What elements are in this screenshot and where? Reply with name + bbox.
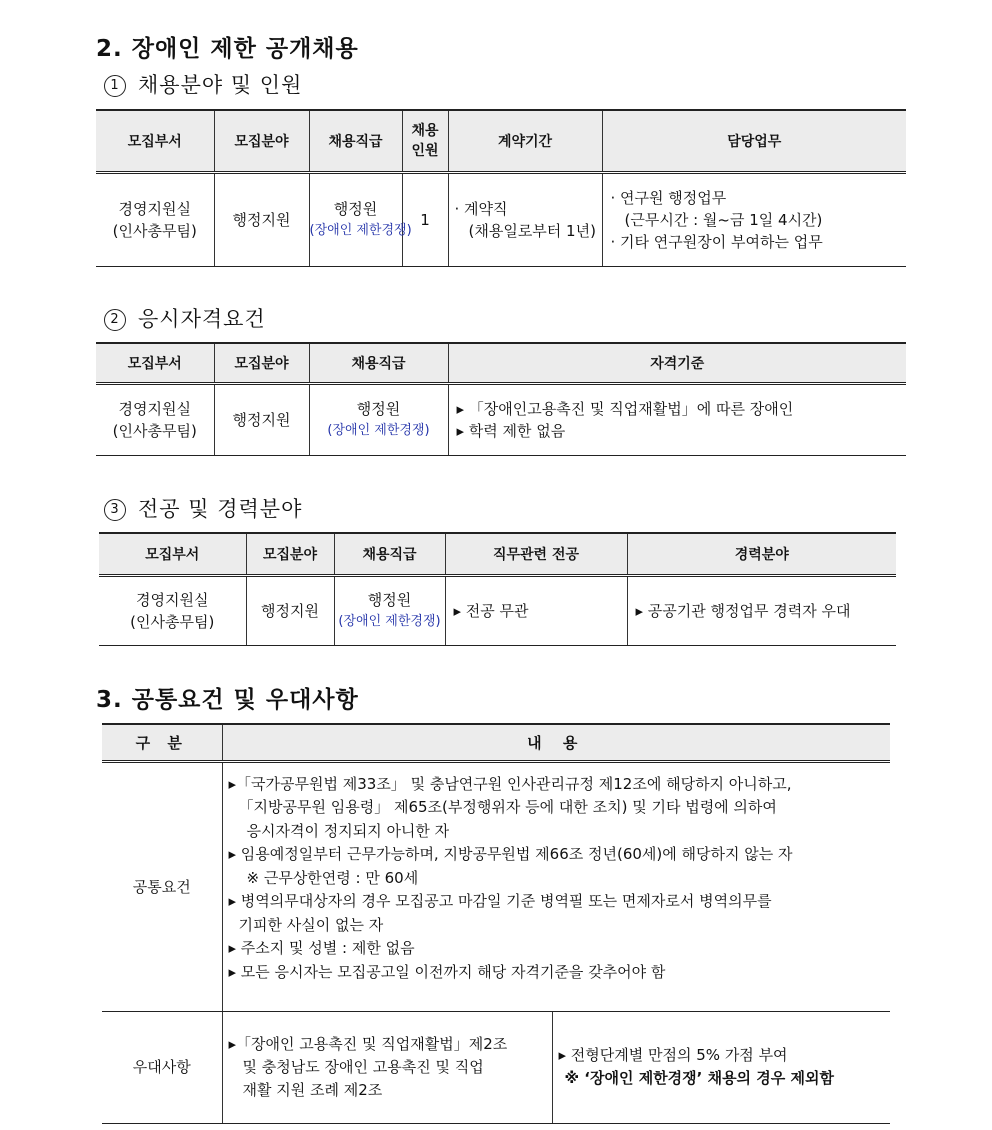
header-category: 구 분: [102, 724, 222, 761]
rank-note: (장애인 제한경쟁): [309, 222, 412, 238]
header-field: 모집분야: [214, 343, 309, 383]
cell-field: 행정지원: [214, 383, 309, 455]
cell-criteria: ▸ 「장애인고용촉진 및 직업재활법」에 따른 장애인 ▸ 학력 제한 없음: [448, 383, 906, 455]
rank-note: (장애인 제한경쟁): [327, 422, 430, 438]
cell-major: ▸ 전공 무관: [445, 575, 627, 645]
major-career-table: [99, 532, 896, 646]
header-duties: 담당업무: [602, 110, 906, 172]
header-criteria: 자격기준: [448, 343, 906, 383]
cell-field: 행정지원: [246, 575, 334, 645]
cell-rank: 행정원 (장애인 제한경쟁): [309, 172, 402, 266]
circled-number-2: 2: [104, 309, 126, 331]
header-rank: 채용직급: [309, 110, 402, 172]
cell-rank: 행정원 (장애인 제한경쟁): [334, 575, 445, 645]
cell-career: ▸ 공공기관 행정업무 경력자 우대: [627, 575, 896, 645]
subsection-1-title: 채용분야 및 인원: [138, 73, 303, 97]
header-dept: 모집부서: [96, 110, 214, 172]
cell-dept: 경영지원실 (인사총무팀): [96, 172, 214, 266]
common-label: 공통요건: [102, 761, 222, 1011]
cell-dept: 경영지원실 (인사총무팀): [99, 575, 246, 645]
recruitment-table: [96, 109, 906, 267]
circled-number-1: 1: [104, 75, 126, 97]
header-rank: 채용직급: [309, 343, 448, 383]
subsection-3-heading: [104, 493, 302, 523]
common-requirements-table: [102, 723, 890, 1124]
section-3-title: 3. 공통요건 및 우대사항: [96, 687, 359, 713]
header-field: 모집분야: [214, 110, 309, 172]
cell-field: 행정지원: [214, 172, 309, 266]
cell-rank: 행정원 (장애인 제한경쟁): [309, 383, 448, 455]
header-field: 모집분야: [246, 533, 334, 575]
subsection-2-heading: [104, 303, 266, 333]
rank-note: (장애인 제한경쟁): [338, 613, 441, 629]
cell-count: 1: [402, 172, 448, 266]
header-rank: 채용직급: [334, 533, 445, 575]
header-career: 경력분야: [627, 533, 896, 575]
subsection-1-heading: [104, 69, 302, 99]
header-dept: 모집부서: [99, 533, 246, 575]
preference-benefit: ▸ 전형단계별 만점의 5% 가점 부여 ※ ‘장애인 제한경쟁’ 채용의 경우 제외함: [552, 1011, 890, 1123]
subsection-2-title: 응시자격요건: [138, 307, 266, 331]
header-period: 계약기간: [448, 110, 602, 172]
header-major: 직무관련 전공: [445, 533, 627, 575]
cell-period: · 계약직 (채용일로부터 1년): [448, 172, 602, 266]
preference-basis: ▸「장애인 고용촉진 및 직업재활법」제2조 및 충청남도 장애인 고용촉진 및 직업 재활 지원 조례 제2조: [222, 1011, 552, 1123]
header-count: 채용 인원: [402, 110, 448, 172]
header-dept: 모집부서: [96, 343, 214, 383]
header-content: 내 용: [222, 724, 890, 761]
common-content: ▸「국가공무원법 제33조」 및 충남연구원 인사관리규정 제12조에 해당하지 아니하고, 「지방공무원 임용령」 제65조(부정행위자 등에 대한 조치) 및 기타 법령에 의하여 응시자격이 정지되지 아니한 자 ▸ 임용예정일부터 근무가능하며, 지방공무원법 제66조 정년(60세)에 해당하지 않는 자 ※ 근무상한연령 : 만 60세 ▸ 병역의무대상자의 경우 모집공고 마감일 기준 병역필 또는 면제자로서 병역의무를 기피한 사실이 없는 자 ▸ 주소지 및 성별 : 제한 없음 ▸ 모든 응시자는 모집공고일 이전까지 해당 자격기준을 갖추어야 함: [222, 761, 890, 1011]
preference-label: 우대사항: [102, 1011, 222, 1123]
circled-number-3: 3: [104, 499, 126, 521]
qualification-table: [96, 342, 906, 456]
cell-duties: · 연구원 행정업무 (근무시간 : 월~금 1일 4시간) · 기타 연구원장이 부여하는 업무: [602, 172, 906, 266]
cell-dept: 경영지원실 (인사총무팀): [96, 383, 214, 455]
section-2-title: 2. 장애인 제한 공개채용: [96, 36, 359, 62]
subsection-3-title: 전공 및 경력분야: [138, 497, 303, 521]
